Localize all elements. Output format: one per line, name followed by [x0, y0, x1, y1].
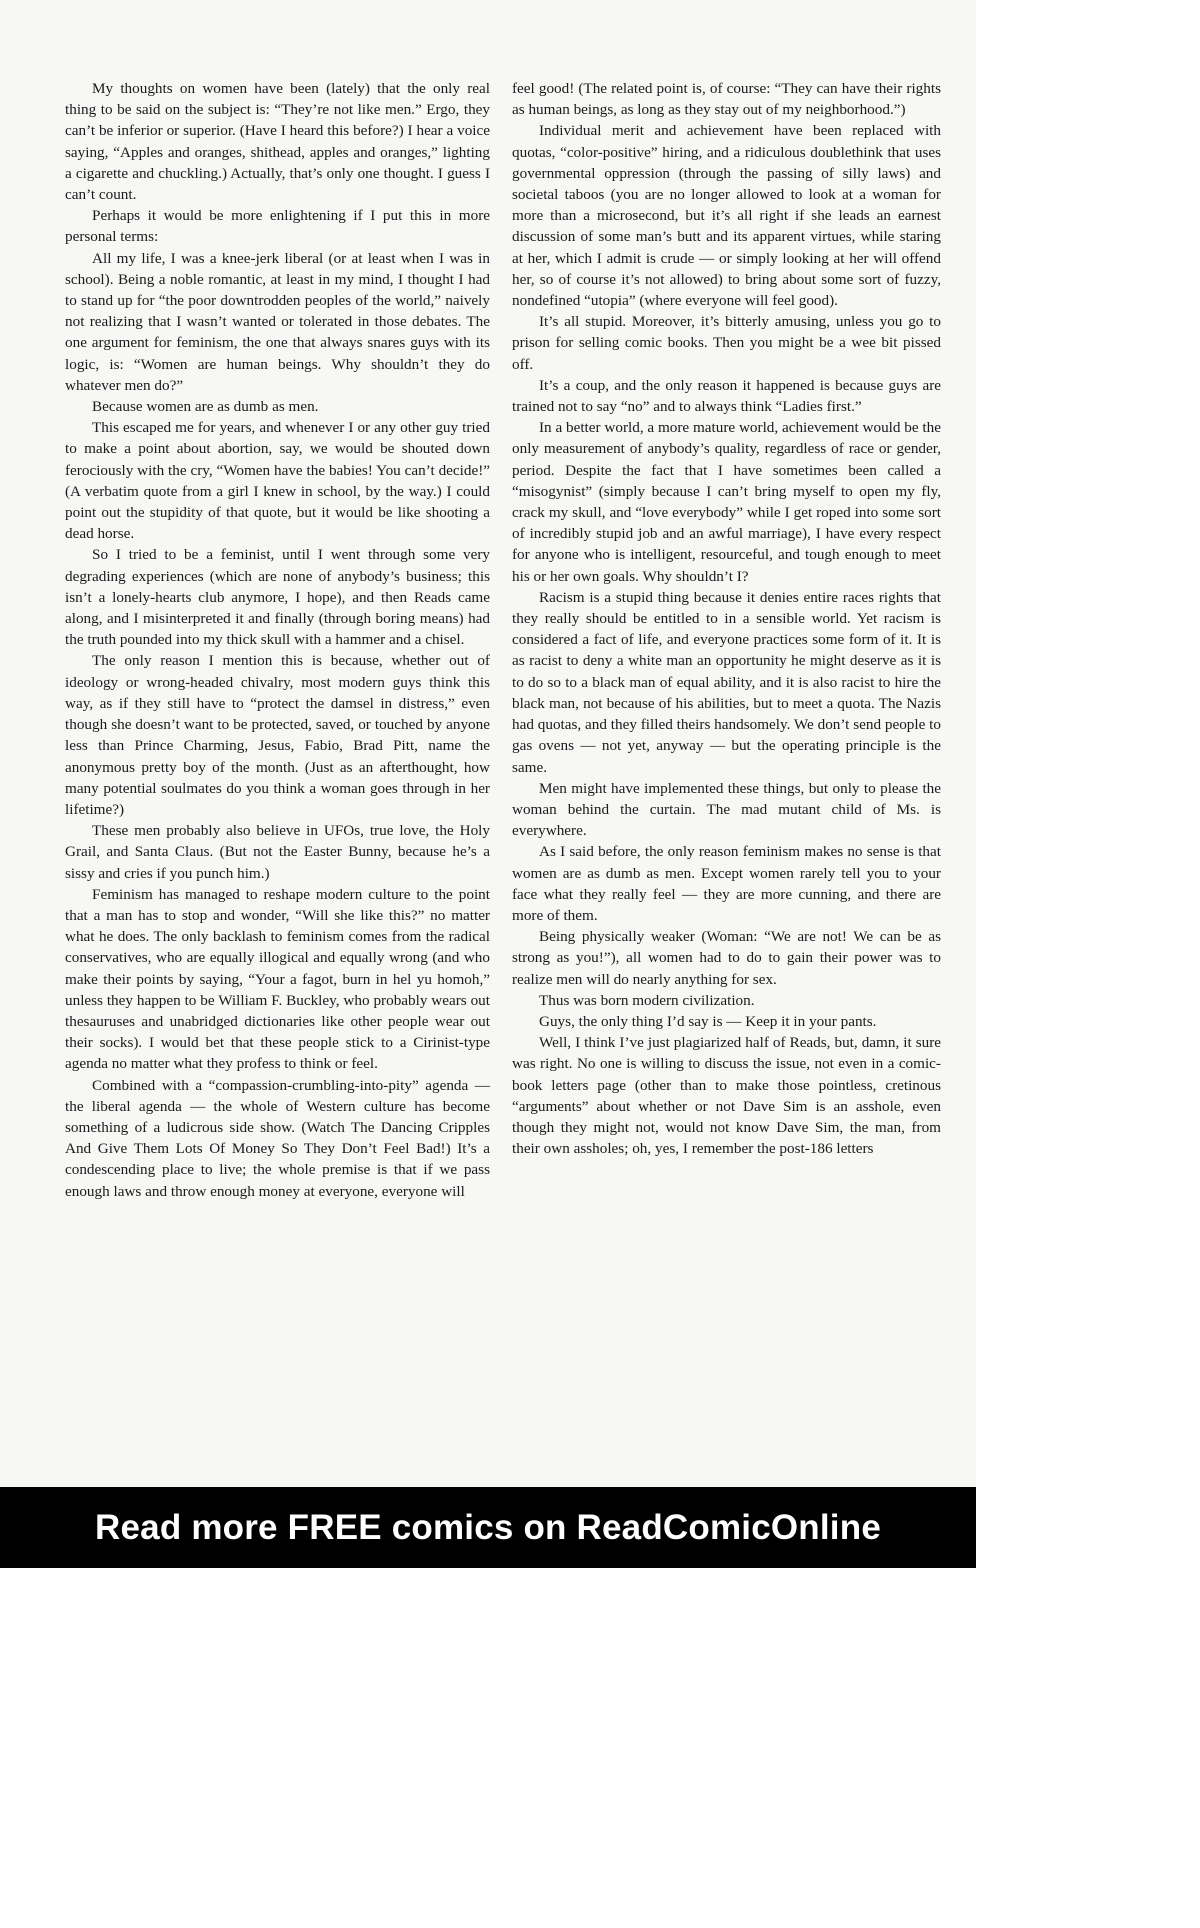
promo-banner-text[interactable]: Read more FREE comics on ReadComicOnline [95, 1508, 881, 1547]
right-column [512, 78, 941, 1159]
paragraph: Guys, the only thing I’d say is — Keep it in your pants. [539, 1012, 877, 1030]
paragraph: All my life, I was a knee-jerk liberal (or at least when I was in school). Being a noble romantic, at least in my mind, I thought I had to stand up for “the poor downtrodden peoples of the world,” naively not realizing that I wasn’t wanted or tolerated in those debates. The one argument for feminism, the one that always snares guys with its logic, is: “Women are human beings. Why shouldn’t they do whatever men do?” [65, 249, 490, 394]
paragraph: Thus was born modern civilization. [539, 991, 755, 1009]
paragraph: So I tried to be a feminist, until I went through some very degrading experiences (which are none of anybody’s business; this isn’t a lonely-hearts club anymore, I hope), and then Reads came along, and I misinterpreted it and finally (through boring means) had the truth pounded into my thick skull with a hammer and a chisel. [65, 546, 490, 649]
paragraph: Being physically weaker (Woman: “We are not! We can be as strong as you!”), all women had to do to gain their power was to realize men will do nearly anything for sex. [512, 928, 941, 988]
paragraph-continued: feel good! (The related point is, of course: “They can have their rights as human beings, as long as they stay out of my neighborhood.”) [512, 80, 941, 119]
paragraph: Well, I think I’ve just plagiarized half of Reads, but, damn, it sure was right. No one is willing to discuss the issue, not even in a comic-book letters page (other than to make those pointless, cretinous “arguments” about whether or not Dave Sim is an asshole, even though they might not, would not know Dave Sim, the man, from their own assholes; oh, yes, I remember the post-186 letters [512, 1034, 941, 1158]
paragraph: The only reason I mention this is because, whether out of ideology or wrong-headed chivalry, most modern guys think this way, as if they still have to “protect the damsel in distress,” even though she doesn’t want to be protected, saved, or touched by anyone less than Prince Charming, Jesus, Fabio, Brad Pitt, name the anonymous pretty boy of the month. (Just as an afterthought, how many potential soulmates do you think a woman goes through in her lifetime?) [65, 652, 490, 818]
paragraph: Racism is a stupid thing because it denies entire races rights that they really should be entitled to in a sensible world. Yet racism is considered a fact of life, and everyone practices some form of it. It is as racist to deny a white man an opportunity he might deserve as it is to do so to a black man of equal ability, and it is also racist to hire the black man, not because of his abilities, but to meet a quota. The Nazis had quotas, and they filled theirs handsomely. We don’t send people to gas ovens — not yet, anyway — but the operating principle is the same. [512, 588, 941, 776]
paragraph: In a better world, a more mature world, achievement would be the only measurement of anybody’s quality, regardless of race or gender, period. Despite the fact that I have sometimes been called a “misogynist” (simply because I can’t bring myself to open my fly, crack my skull, and “love everybody” while I get roped into some sort of incredibly stupid job and an awful marriage), I have every respect for anyone who is intelligent, resourceful, and tough enough to meet his or her own goals. Why shouldn’t I? [512, 419, 941, 585]
paragraph: Combined with a “compassion-crumbling-into-pity” agenda — the liberal agenda — the whole of Western culture has become something of a ludicrous side show. (Watch The Dancing Cripples And Give Them Lots Of Money So They Don’t Feel Bad!) It’s a condescending place to live; the whole premise is that if we pass enough laws and throw enough money at everyone, everyone will [65, 1076, 490, 1200]
left-column [65, 78, 490, 1202]
paragraph: It’s a coup, and the only reason it happened is because guys are trained not to say “no” and to always think “Ladies first.” [512, 376, 941, 416]
paragraph: Feminism has managed to reshape modern culture to the point that a man has to stop and wonder, “Will she like this?” no matter what he does. The only backlash to feminism comes from the radical conservatives, who are equally illogical and equally wrong (and who make their points by saying, “Your a fagot, burn in hel yu homoh,” unless they happen to be William F. Buckley, who probably wears out thesauruses and unabridged dictionaries like other people wear out their socks). I would bet that these people stick to a Cirinist-type agenda no matter what they profess to think or feel. [65, 885, 490, 1073]
paragraph: These men probably also believe in UFOs, true love, the Holy Grail, and Santa Claus. (But not the Easter Bunny, because he’s a sissy and cries if you punch him.) [65, 822, 490, 882]
paragraph: As I said before, the only reason feminism makes no sense is that women are as dumb as men. Except women rarely tell you to your face what they really feel — they are more cunning, and there are more of them. [512, 843, 941, 924]
paragraph: Because women are as dumb as men. [92, 398, 319, 416]
paragraph: Individual merit and achievement have been replaced with quotas, “color-positive” hiring, and a ridiculous doublethink that uses governmental oppression (through the passing of silly laws) and societal taboos (you are no longer allowed to look at a woman for more than a microsecond, but it’s all right if she leads an earnest discussion of some man’s butt and its apparent virtues, while staring at her, which I admit is crude — or simply looking at her will offend her, so of course it’s not allowed) to bring about some sort of fuzzy, nondefined “utopia” (where everyone will feel good). [512, 122, 941, 310]
paragraph: This escaped me for years, and whenever I or any other guy tried to make a point about abortion, say, we would be shouted down ferociously with the cry, “Women have the babies! You can’t decide!” (A verbatim quote from a girl I knew in school, by the way.) I could point out the stupidity of that quote, but it would be like shooting a dead horse. [65, 419, 490, 543]
paragraph: Perhaps it would be more enlightening if I put this in more personal terms: [65, 207, 490, 246]
paragraph: My thoughts on women have been (lately) that the only real thing to be said on the subject is: “They’re not like men.” Ergo, they can’t be inferior or superior. (Have I heard this before?) I hear a voice saying, “Apples and oranges, shithead, apples and oranges,” lighting a cigarette and chuckling.) Actually, that’s only one thought. I guess I can’t count. [65, 80, 490, 204]
paragraph: It’s all stupid. Moreover, it’s bitterly amusing, unless you go to prison for selling comic books. Then you might be a wee bit pissed off. [512, 313, 941, 373]
promo-banner[interactable] [0, 1487, 976, 1568]
paragraph: Men might have implemented these things, but only to please the woman behind the curtain. The mad mutant child of Ms. is everywhere. [512, 779, 941, 840]
